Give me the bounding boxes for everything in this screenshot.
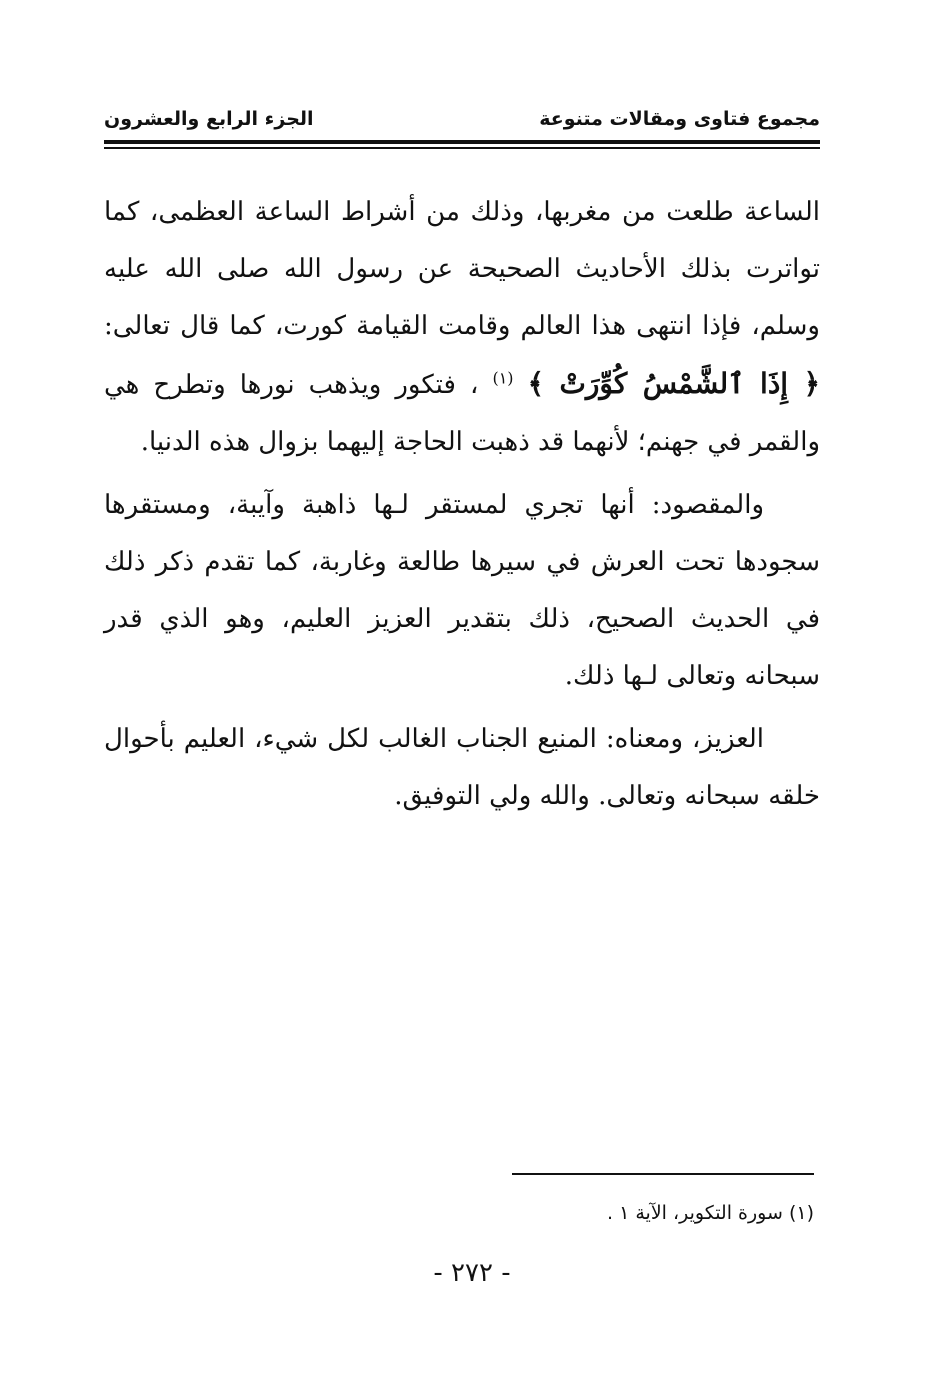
header-divider	[104, 140, 820, 149]
paragraph-1-continuation: ، فتكور ويذهب نورها وتطرح هي والقمر في جهنم؛ لأنهما قد ذهبت الحاجة إليهما بزوال هذه الدنيا.	[104, 370, 820, 457]
volume-label: الجزء الرابع والعشرون	[104, 108, 314, 130]
main-text	[104, 184, 820, 831]
header-rule-thick	[104, 140, 820, 144]
paragraph-1	[104, 184, 820, 471]
quran-verse: ﴿ إِذَا ٱلشَّمْسُ كُوِّرَتْ ﴾	[527, 367, 820, 400]
book-title: مجموع فتاوى ومقالات متنوعة	[539, 108, 820, 130]
footnote-divider	[512, 1173, 814, 1175]
footnote: (١) سورة التكوير، الآية ١ .	[607, 1202, 814, 1224]
page-number: - ٢٧٢ -	[433, 1258, 511, 1288]
footnote-reference: (١)	[492, 368, 514, 388]
paragraph-3: العزيز، ومعناه: المنيع الجناب الغالب لكل شيء، العليم بأحوال خلقه سبحانه وتعالى. والله ولي التوفيق.	[104, 724, 820, 811]
running-header	[104, 103, 820, 135]
paragraph-2: والمقصود: أنها تجري لمستقر لـها ذاهبة وآيبة، ومستقرها سجودها تحت العرش في سيرها طالعة وغاربة، كما تقدم ذكر ذلك في الحديث الصحيح، ذلك بتقدير العزيز العليم، وهو الذي قدر سبحانه وتعالى لـها ذلك.	[104, 490, 820, 691]
header-rule-thin	[104, 147, 820, 149]
paragraph-1-text: الساعة طلعت من مغربها، وذلك من أشراط الساعة العظمى، كما تواترت بذلك الأحاديث الصحيحة عن رسول الله صلى الله عليه وسلم، فإذا انتهى هذا العالم وقامت القيامة كورت، كما قال تعالى:	[104, 197, 820, 341]
